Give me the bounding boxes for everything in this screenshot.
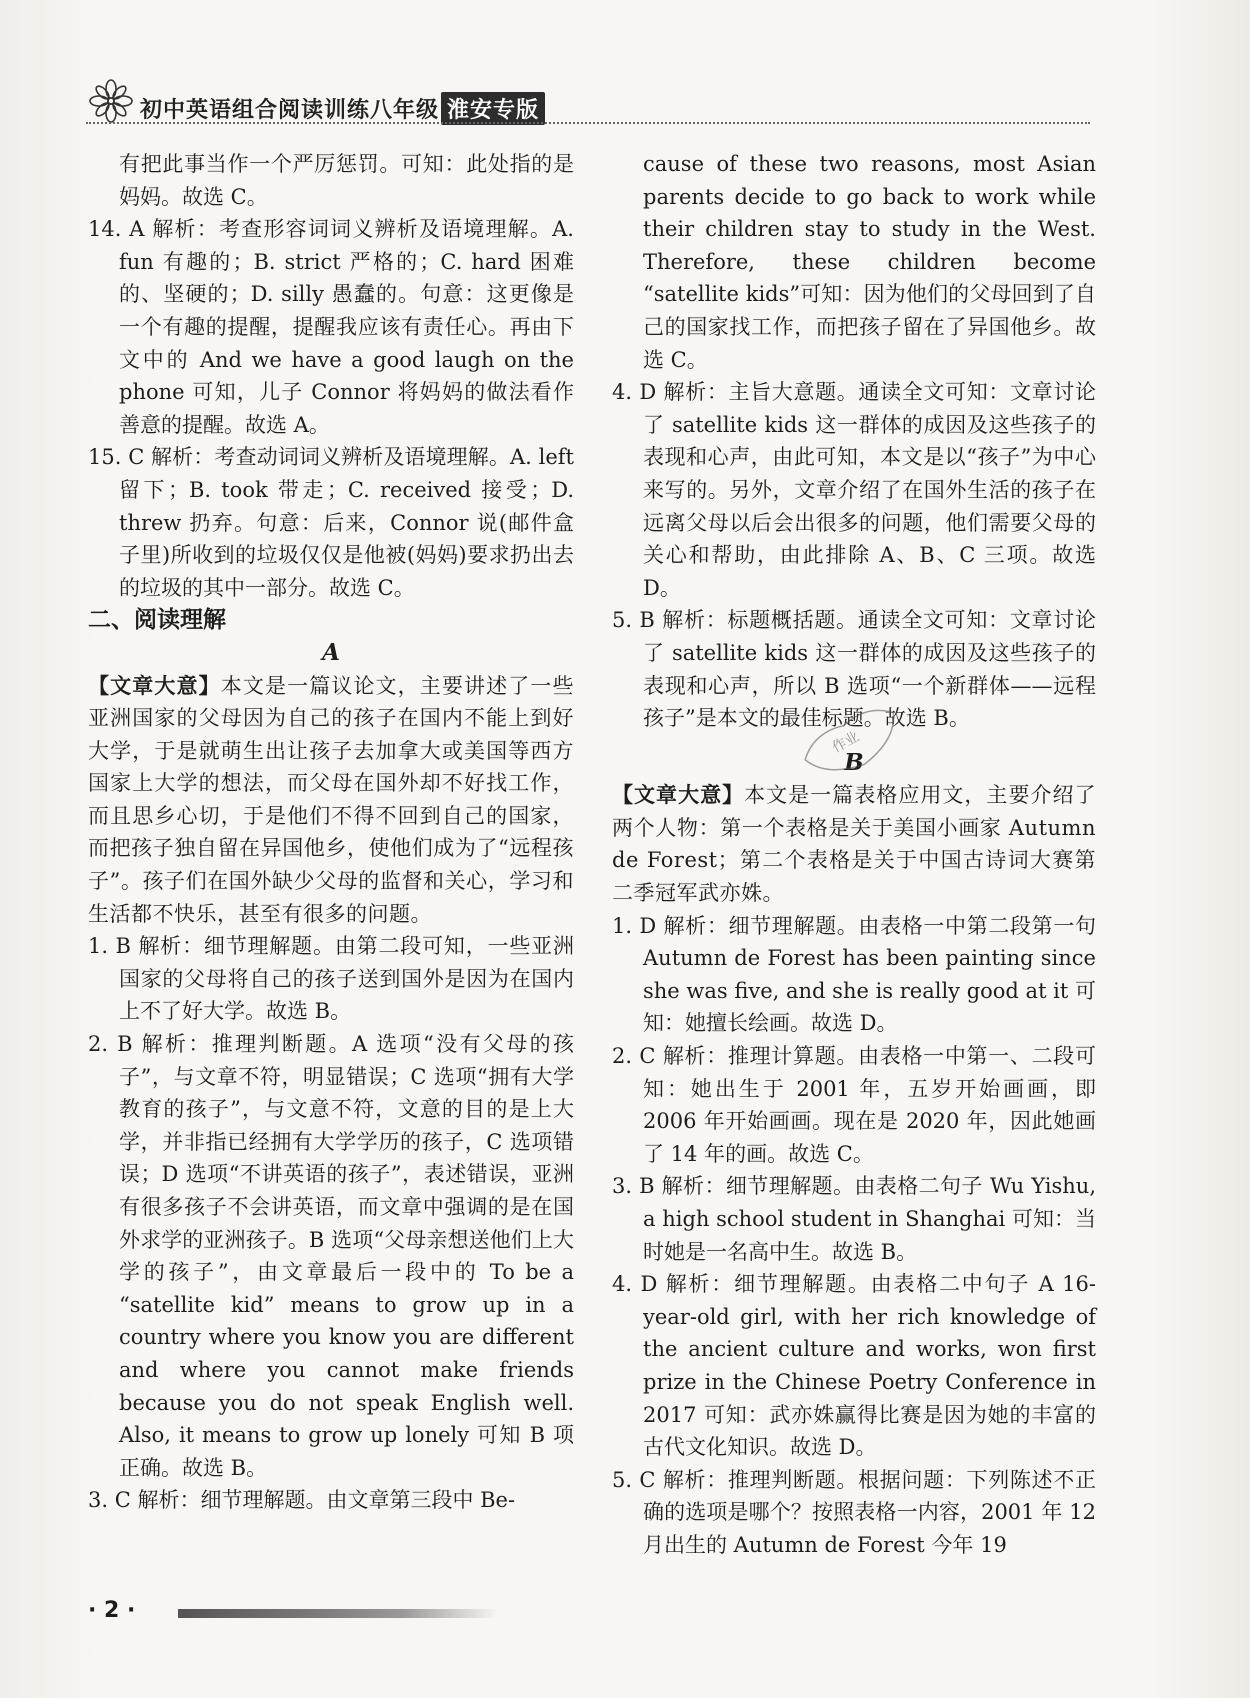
- passage-b-summary: [612, 779, 1096, 909]
- answer-15: 15. C 解析：考查动词词义辨析及语境理解。A. left 留下；B. took 带走；C. received 接受；D. threw 扔弃。句意：后来，Connor 说(邮件盒子里)所收到的垃圾仅仅是他被(妈妈)要求扔出去的垃圾的其中一部分。故选 C。: [88, 445, 574, 600]
- left-column: [88, 148, 574, 1517]
- flower-icon: [88, 78, 134, 124]
- answer-a1: 1. B 解析：细节理解题。由第二段可知，一些亚洲国家的父母将自己的孩子送到国外是因为在国内上不了好大学。故选 B。: [88, 934, 574, 1024]
- answer-a2: 2. B 解析：推理判断题。A 选项“没有父母的孩子”，与文章不符，明显错误；C 选项“拥有大学教育的孩子”，与文意不符，文意的目的是上大学，并非指已经拥有大学学历的孩子，C 选项错误；D 选项“不讲英语的孩子”，表述错误，亚洲有很多孩子不会讲英语，而文章中强调的是在国外求学的亚洲孩子。B 选项“父母亲想送他们上大学的孩子”，由文章最后一段中的 To be a “satellite kid” means to grow up in a country where you know you are different and where you cannot make friends because you do not speak English well. Also, it means to grow up lonely 可知 B 项正确。故选 B。: [88, 1032, 574, 1480]
- answer-13-continued: 有把此事当作一个严厉惩罚。可知：此处指的是妈妈。故选 C。: [119, 152, 574, 209]
- right-column: [612, 148, 1096, 1562]
- summary-text: 本文是一篇表格应用文，主要介绍了两个人物：第一个表格是关于美国小画家 Autumn de Forest；第二个表格是关于中国古诗词大赛第二季冠军武亦姝。: [612, 783, 1097, 906]
- stamp-icon: [794, 705, 914, 785]
- answer-14: 14. A 解析：考查形容词词义辨析及语境理解。A. fun 有趣的；B. strict 严格的；C. hard 困难的、坚硬的；D. silly 愚蠢的。句意：这更像是一个有趣的提醒，提醒我应该有责任心。再由下文中的 And we have a good laugh on the phone 可知，儿子 Connor 将妈妈的做法看作善意的提醒。故选 A。: [88, 217, 574, 437]
- passage-a-summary: [88, 670, 574, 931]
- answer-a5: 5. B 解析：标题概括题。通读全文可知：文章讨论了 satellite kids 这一群体的成因及这些孩子的表现和心声，所以 B 选项“一个新群体——远程孩子”是本文的最佳标题。故选 B。: [612, 608, 1096, 731]
- summary-text: 本文是一篇议论文，主要讲述了一些亚洲国家的父母因为自己的孩子在国内不能上到好大学，于是就萌生出让孩子去加拿大或美国等西方国家上大学的想法，而父母在国外却不好找工作，而且思乡心切，于是他们不得不回到自己的国家，而把孩子独自留在异国他乡，使他们成为了“远程孩子”。孩子们在国外缺少父母的监督和关心，学习和生活都不快乐，甚至有很多的问题。: [88, 673, 575, 926]
- answer-b3: 3. B 解析：细节理解题。由表格二句子 Wu Yishu, a high school student in Shanghai 可知：当时她是一名高中生。故选 B。: [612, 1174, 1096, 1264]
- answer-b2: 2. C 解析：推理计算题。由表格一中第一、二段可知：她出生于 2001 年，五岁开始画画，即 2006 年开始画画。现在是 2020 年，因此她画了 14 年的画。故选 C。: [612, 1044, 1096, 1166]
- stamp-text: 作业: [829, 728, 863, 757]
- summary-label: 【文章大意】: [88, 673, 221, 698]
- page-footer: [88, 1598, 508, 1628]
- answer-b1: 1. D 解析：细节理解题。由表格一中第二段第一句 Autumn de Forest has been painting since she was five, and she is really good at it 可知：她擅长绘画。故选 D。: [612, 913, 1097, 1036]
- section-heading-reading: 二、阅读理解: [88, 607, 226, 634]
- footer-bar: [178, 1609, 498, 1618]
- page-header: [88, 78, 1088, 128]
- answer-b5: 5. C 解析：推理判断题。根据问题：下列陈述不正确的选项是哪个？按照表格一内容，2001 年 12 月出生的 Autumn de Forest 今年 19: [612, 1467, 1096, 1557]
- header-divider: [86, 122, 1090, 124]
- passage-a-heading: A: [322, 638, 340, 666]
- answer-a3-start: 3. C 解析：细节理解题。由文章第三段中 Be-: [88, 1488, 516, 1513]
- page-number: · 2 ·: [88, 1598, 136, 1623]
- passage-b-heading: B: [844, 748, 864, 776]
- book-title: [140, 92, 545, 125]
- summary-label: 【文章大意】: [612, 783, 745, 808]
- answer-b4: 4. D 解析：细节理解题。由表格二中句子 A 16-year-old girl, with her rich knowledge of the ancient culture and works, won first prize in the Chinese Poetry Conference in 2017 可知：武亦姝赢得比赛是因为她的丰富的古代文化知识。故选 D。: [612, 1272, 1096, 1460]
- answer-a4: 4. D 解析：主旨大意题。通读全文可知：文章讨论了 satellite kids 这一群体的成因及这些孩子的表现和心声，由此可知，本文是以“孩子”为中心来写的。另外，文章介绍了在国外生活的孩子在远离父母以后会出很多的问题，他们需要父母的关心和帮助，由此排除 A、B、C 三项。故选 D。: [612, 380, 1096, 600]
- answer-a3-continued: cause of these two reasons, most Asian parents decide to go back to work while their children stay to study in the West. Therefore, these children become “satellite kids”可知：因为他们的父母回到了自己的国家找工作，而把孩子留在了异国他乡。故选 C。: [643, 152, 1096, 372]
- book-title-text: 初中英语组合阅读训练八年级: [140, 98, 440, 123]
- edition-badge: 淮安专版: [441, 92, 545, 125]
